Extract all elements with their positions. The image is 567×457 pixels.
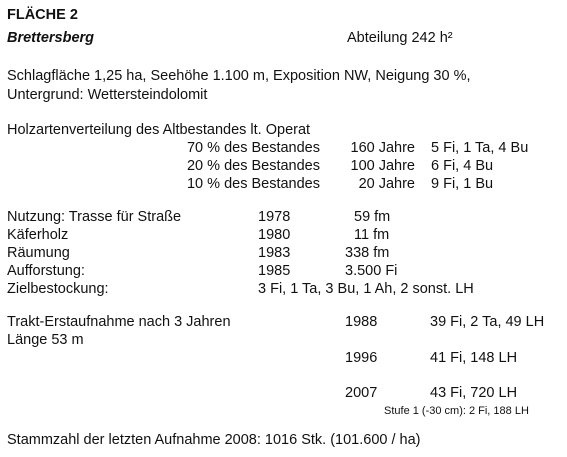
- usage-amount: 3.500 Fi: [345, 263, 398, 279]
- species-composition: 6 Fi, 4 Bu: [431, 158, 494, 174]
- species-composition: 5 Fi, 1 Ta, 4 Bu: [431, 140, 529, 156]
- usage-year: 1980: [258, 227, 291, 243]
- usage-year: 1978: [258, 209, 291, 225]
- stem-count-summary: Stammzahl der letzten Aufnahme 2008: 1016 Stk. (101.600 / ha): [7, 432, 421, 448]
- species-age: 20 Jahre: [358, 176, 415, 192]
- target-stocking-value: 3 Fi, 1 Ta, 3 Bu, 1 Ah, 2 sonst. LH: [258, 281, 474, 297]
- species-distribution-heading: Holzartenverteilung des Altbestandes lt. Operat: [7, 122, 311, 138]
- survey-result: 41 Fi, 148 LH: [430, 350, 518, 366]
- survey-label-line-1: Trakt-Erstaufnahme nach 3 Jahren: [7, 314, 231, 330]
- usage-year: 1985: [258, 263, 291, 279]
- page-title: FLÄCHE 2: [7, 7, 78, 23]
- survey-label-line-2: Länge 53 m: [7, 332, 84, 348]
- usage-label: Nutzung: Trasse für Straße: [7, 209, 182, 225]
- species-share: 70 % des Bestandes: [186, 140, 320, 156]
- usage-amount: 59 fm: [354, 209, 391, 225]
- survey-result: 39 Fi, 2 Ta, 49 LH: [430, 314, 545, 330]
- species-share: 20 % des Bestandes: [186, 158, 320, 174]
- survey-year: 1996: [345, 350, 378, 366]
- location-name: Brettersberg: [7, 30, 95, 46]
- site-description-line-1: Schlagfläche 1,25 ha, Seehöhe 1.100 m, Exposition NW, Neigung 30 %,: [7, 68, 471, 84]
- department-label: Abteilung 242 h²: [347, 30, 453, 46]
- usage-label: Aufforstung:: [7, 263, 85, 279]
- usage-year: 1983: [258, 245, 291, 261]
- species-age: 100 Jahre: [350, 158, 415, 174]
- usage-label: Käferholz: [7, 227, 69, 243]
- species-age: 160 Jahre: [350, 140, 415, 156]
- survey-year: 1988: [345, 314, 378, 330]
- usage-amount: 338 fm: [345, 245, 390, 261]
- survey-year: 2007: [345, 385, 378, 401]
- species-share: 10 % des Bestandes: [186, 176, 320, 192]
- site-description-line-2: Untergrund: Wettersteindolomit: [7, 87, 208, 103]
- usage-amount: 11 fm: [354, 227, 390, 243]
- survey-note: Stufe 1 (-30 cm): 2 Fi, 188 LH: [384, 405, 529, 417]
- species-composition: 9 Fi, 1 Bu: [431, 176, 494, 192]
- usage-label: Räumung: [7, 245, 70, 261]
- survey-result: 43 Fi, 720 LH: [430, 385, 518, 401]
- target-stocking-label: Zielbestockung:: [7, 281, 109, 297]
